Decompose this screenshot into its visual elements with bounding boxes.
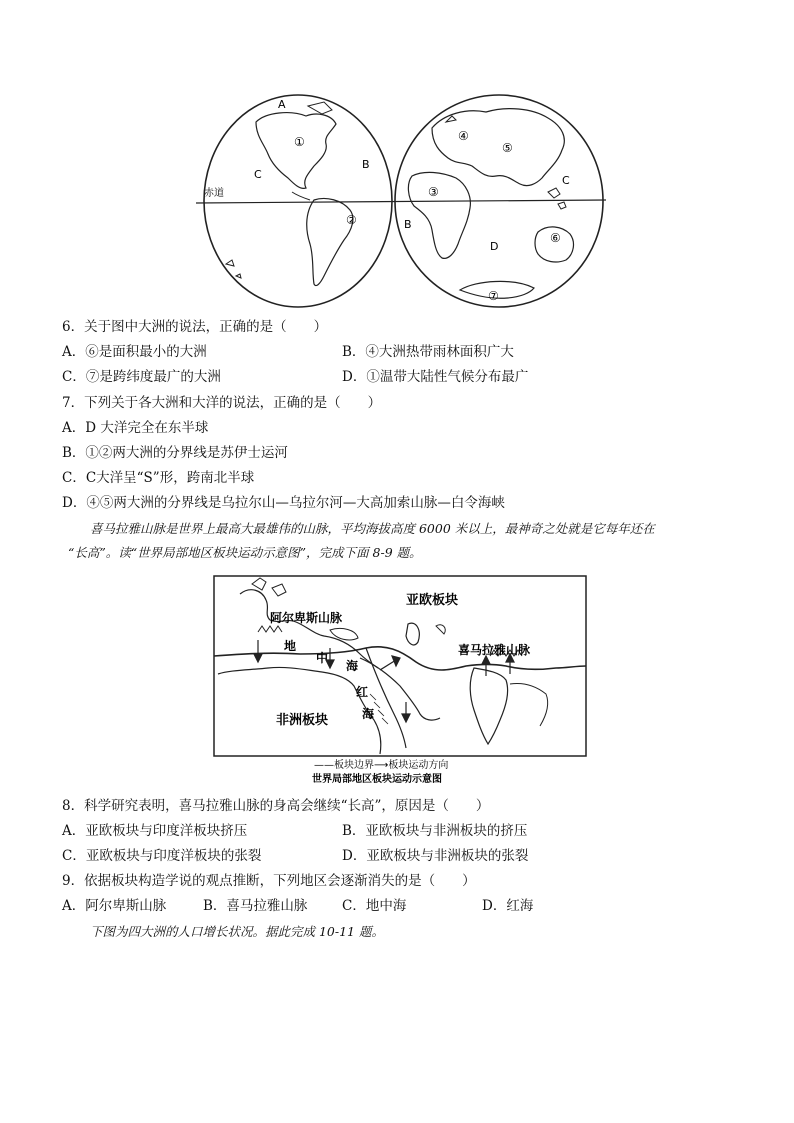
label-med-2: 中 — [316, 651, 329, 665]
q8-stem: 8．科学研究表明，喜马拉雅山脉的身高会继续“长高”，原因是（ ） — [62, 798, 490, 814]
q7-option-b[interactable]: B．①②两大洲的分界线是苏伊士运河 — [62, 445, 288, 461]
label-continent-5: ⑤ — [502, 141, 513, 155]
q6-option-c[interactable]: C．⑦是跨纬度最广的大洲 — [62, 369, 221, 385]
passage-1-line-1: 喜马拉雅山脉是世界上最高大最雄伟的山脉，平均海拔高度 6000 米以上，最神奇之处就是它每年还在 — [90, 521, 655, 536]
label-continent-3: ③ — [428, 185, 439, 199]
label-continent-1: ① — [294, 135, 305, 149]
q9-stem: 9．依据板块构造学说的观点推断，下列地区会逐渐消失的是（ ） — [62, 873, 476, 889]
world-map-figure — [196, 92, 606, 310]
q7-option-a[interactable]: A．D 大洋完全在东半球 — [62, 420, 209, 436]
q6-stem: 6．关于图中大洲的说法，正确的是（ ） — [62, 319, 328, 335]
label-continent-6: ⑥ — [550, 231, 561, 245]
q7-option-c[interactable]: C．C大洋呈“S”形，跨南北半球 — [62, 470, 255, 486]
label-eurasian-plate: 亚欧板块 — [406, 593, 459, 608]
q7-option-d[interactable]: D．④⑤两大洲的分界线是乌拉尔山—乌拉尔河—大高加索山脉—白令海峡 — [62, 495, 505, 511]
label-african-plate: 非洲板块 — [276, 713, 329, 728]
q6-option-b[interactable]: B．④大洲热带雨林面积广大 — [342, 344, 514, 360]
label-B-west: B — [362, 158, 370, 171]
q9-option-d[interactable]: D．红海 — [482, 898, 534, 914]
q8-option-a[interactable]: A．亚欧板块与印度洋板块挤压 — [62, 823, 248, 839]
q6-option-a[interactable]: A．⑥是面积最小的大洲 — [62, 344, 207, 360]
label-continent-7: ⑦ — [488, 289, 499, 303]
label-alps: 阿尔卑斯山脉 — [270, 611, 343, 625]
label-red-sea-2: 海 — [362, 707, 375, 721]
q8-option-b[interactable]: B．亚欧板块与非洲板块的挤压 — [342, 823, 528, 839]
q9-option-b[interactable]: B．喜马拉雅山脉 — [203, 898, 308, 914]
q8-option-d[interactable]: D．亚欧板块与非洲板块的张裂 — [342, 848, 529, 864]
label-A: A — [278, 98, 286, 111]
legend: ——板块边界⟶板块运动方向 — [314, 760, 449, 771]
q8-option-c[interactable]: C．亚欧板块与印度洋板块的张裂 — [62, 848, 262, 864]
label-red-sea-1: 红 — [356, 685, 369, 699]
passage-1-line-2: “长高”。读“世界局部地区板块运动示意图”，完成下面 8-9 题。 — [68, 545, 422, 560]
label-C-west: C — [254, 168, 262, 181]
label-med-1: 地 — [284, 639, 297, 653]
label-continent-2: ② — [346, 213, 357, 227]
label-continent-4: ④ — [458, 129, 469, 143]
label-C-east: C — [562, 174, 570, 187]
label-equator: 赤道 — [204, 188, 224, 199]
q7-stem: 7．下列关于各大洲和大洋的说法，正确的是（ ） — [62, 395, 382, 411]
q6-option-d[interactable]: D．①温带大陆性气候分布最广 — [342, 369, 529, 385]
label-B-east: B — [404, 218, 412, 231]
passage-2-line-1: 下图为四大洲的人口增长状况。据此完成 10-11 题。 — [90, 924, 384, 939]
figure2-caption: 世界局部地区板块运动示意图 — [312, 774, 442, 785]
q9-option-c[interactable]: C．地中海 — [342, 898, 407, 914]
label-D: D — [490, 240, 499, 253]
label-med-3: 海 — [346, 659, 359, 673]
q9-option-a[interactable]: A．阿尔卑斯山脉 — [62, 898, 167, 914]
plate-movement-figure — [210, 574, 590, 786]
label-himalaya: 喜马拉雅山脉 — [458, 643, 531, 657]
